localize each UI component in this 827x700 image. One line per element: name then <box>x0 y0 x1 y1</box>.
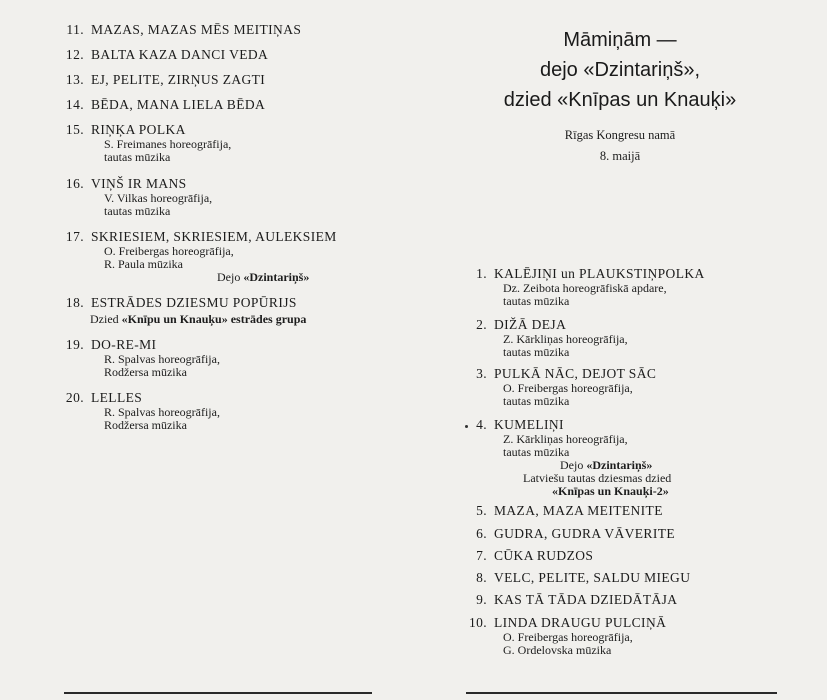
item-number: 3. <box>476 366 487 381</box>
credit-line: tautas mūzika <box>104 204 171 218</box>
program-item <box>64 176 424 218</box>
program-item <box>469 417 827 498</box>
program-item <box>469 548 827 564</box>
item-title: LELLES <box>91 390 143 405</box>
program-item <box>469 615 827 657</box>
item-number: 20. <box>65 390 84 405</box>
program-item <box>64 22 424 38</box>
program-item <box>64 295 424 326</box>
item-number: 18. <box>65 295 84 310</box>
heading-line: dzied «Knīpas un Knauķi» <box>503 89 737 111</box>
item-title: VELC, PELITE, SALDU MIEGU <box>494 570 691 585</box>
item-title: DIŽĀ DEJA <box>494 317 567 332</box>
item-number: 13. <box>65 72 84 87</box>
credit-line: Z. Kārkliņas horeogrāfija, <box>503 432 628 446</box>
item-number: 1. <box>476 266 487 281</box>
item-number: 7. <box>476 548 487 563</box>
item-title: GUDRA, GUDRA VĀVERITE <box>494 526 676 541</box>
credit-line: O. Freibergas horeogrāfija, <box>503 381 633 395</box>
program-item <box>469 317 827 359</box>
item-number: 17. <box>65 229 84 244</box>
item-title: KAS TĀ TĀDA DZIEDĀTĀJA <box>494 592 678 607</box>
credit-line: tautas mūzika <box>104 150 171 164</box>
item-number: 2. <box>476 317 487 332</box>
program-item <box>64 72 424 88</box>
item-title: ESTRĀDES DZIESMU POPŪRIJS <box>91 295 297 310</box>
item-number: 4. <box>476 417 487 432</box>
item-title: VIŅŠ IR MANS <box>91 176 187 191</box>
singer-line: Dzied «Knīpu un Knauķu» estrādes grupa <box>90 312 307 326</box>
item-title: BALTA KAZA DANCI VEDA <box>91 47 269 62</box>
credit-line: Rodžersa mūzika <box>104 418 187 432</box>
item-title: EJ, PELITE, ZIRŅUS ZAGTI <box>91 72 266 87</box>
singer-name: «Knīpu un Knauķu» <box>121 312 228 326</box>
item-title: KUMELIŅI <box>494 417 564 432</box>
item-number: 15. <box>65 122 84 137</box>
credit-line: Dz. Zeibota horeogrāfiskā apdare, <box>503 281 667 295</box>
performer-line: Dejo «Dzintariņš» <box>560 458 653 472</box>
program-item <box>469 266 827 308</box>
performer-name: «Dzintariņš» <box>243 270 310 284</box>
item-number: 14. <box>65 97 84 112</box>
credit-line: tautas mūzika <box>503 445 570 459</box>
credit-line: G. Ordelovska mūzika <box>503 643 612 657</box>
program-item <box>469 503 827 519</box>
program-item <box>64 97 424 113</box>
credit-line: tautas mūzika <box>503 394 570 408</box>
bottom-rule <box>466 692 777 694</box>
item-title: PULKĀ NĀC, DEJOT SĀC <box>494 366 657 381</box>
item-number: 6. <box>476 526 487 541</box>
credit-line: S. Freimanes horeogrāfija, <box>104 137 232 151</box>
program-item <box>64 47 424 63</box>
credit-line: Rodžersa mūzika <box>104 365 187 379</box>
bottom-rule <box>64 692 372 694</box>
item-title: RIŅĶA POLKA <box>91 122 186 137</box>
song-singer: «Knīpas un Knauķi-2» <box>552 484 669 498</box>
song-line: Latviešu tautas dziesmas dzied <box>523 471 672 485</box>
item-number: 10. <box>469 615 488 630</box>
heading-line: dejo «Dzintariņš», <box>539 59 701 81</box>
item-number: 12. <box>65 47 84 62</box>
credit-line: Z. Kārkliņas horeogrāfija, <box>503 332 628 346</box>
credit-line: tautas mūzika <box>503 345 570 359</box>
venue-date: 8. maijā <box>599 149 641 163</box>
program-item <box>64 390 424 432</box>
item-number: 11. <box>66 22 84 37</box>
print-speck <box>465 425 468 428</box>
credit-line: R. Spalvas horeogrāfija, <box>104 352 220 366</box>
item-title: LINDA DRAUGU PULCIŅĀ <box>494 615 667 630</box>
program-item <box>64 122 424 164</box>
program-item <box>469 366 827 408</box>
credit-line: tautas mūzika <box>503 294 570 308</box>
venue-place: Rīgas Kongresu namā <box>564 128 676 142</box>
performer-line: Dejo «Dzintariņš» <box>217 270 310 284</box>
credit-line: O. Freibergas horeogrāfija, <box>503 630 633 644</box>
credit-line: R. Paula mūzika <box>104 257 183 271</box>
item-number: 9. <box>476 592 487 607</box>
item-number: 5. <box>476 503 487 518</box>
program-item <box>469 592 827 608</box>
item-number: 16. <box>65 176 84 191</box>
item-number: 8. <box>476 570 487 585</box>
program-item <box>469 526 827 542</box>
performer-name: «Dzintariņš» <box>586 458 653 472</box>
item-title: DO-RE-MI <box>91 337 157 352</box>
credit-line: R. Spalvas horeogrāfija, <box>104 405 220 419</box>
credit-line: V. Vilkas horeogrāfija, <box>104 191 213 205</box>
item-number: 19. <box>65 337 84 352</box>
item-title: MAZAS, MAZAS MĒS MEITIŅAS <box>91 22 302 37</box>
program-item <box>469 570 827 586</box>
item-title: SKRIESIEM, SKRIESIEM, AULEKSIEM <box>91 229 337 244</box>
program-item <box>64 337 424 379</box>
right-column <box>413 0 827 700</box>
heading-line: Māmiņām — <box>563 29 677 51</box>
left-column <box>0 0 413 700</box>
item-title: KALĒJIŅI un PLAUKSTIŅPOLKA <box>494 266 705 281</box>
program-item <box>64 229 424 284</box>
item-title: BĒDA, MANA LIELA BĒDA <box>91 97 266 112</box>
credit-line: O. Freibergas horeogrāfija, <box>104 244 234 258</box>
item-title: CŪKA RUDZOS <box>494 548 594 563</box>
item-title: MAZA, MAZA MEITENITE <box>494 503 663 518</box>
